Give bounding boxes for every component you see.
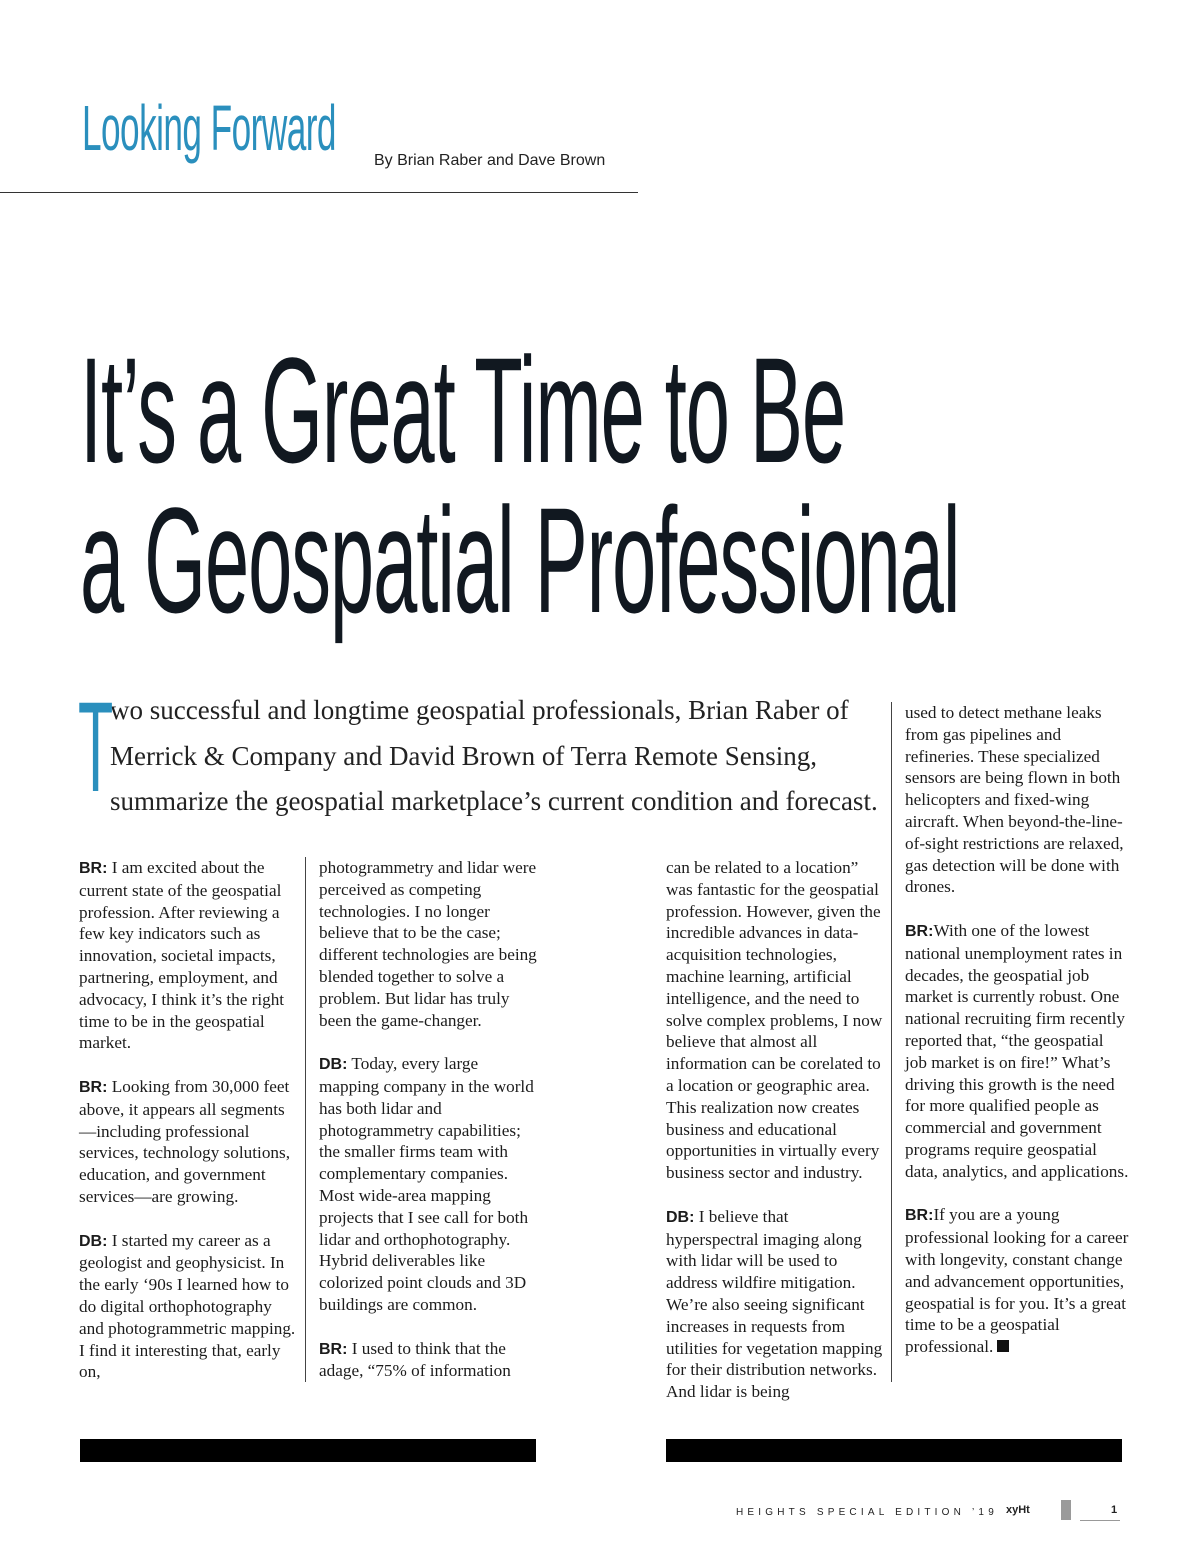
paragraph bbox=[905, 1204, 1129, 1358]
body-column-4 bbox=[905, 702, 1129, 1380]
paragraph-text: used to detect methane leaks from gas pipelines and refineries. These specialized sensors are being flown in both helicopters and fixed-wing aircraft. When beyond-the-line-of-sight restrictions are relaxed, gas detection will be done with drones. bbox=[905, 703, 1124, 897]
paragraph-text: photogrammetry and lidar were perceived as competing technologies. I no longer believe that to be the case; different technologies are being blended together to solve a problem. But lidar has truly been the game-changer. bbox=[319, 858, 537, 1030]
paragraph-text: I used to think that the adage, “75% of information bbox=[319, 1338, 511, 1381]
paragraph bbox=[905, 920, 1129, 1183]
end-mark-icon bbox=[997, 1340, 1009, 1352]
paragraph-text: I am excited about the current state of the geospatial profession. After reviewing a few key indicators such as innovation, societal impacts, partnering, employment, and advocacy, I think it’s the right time to be in the geospatial market. bbox=[79, 858, 285, 1053]
paragraph-text: can be related to a location” was fantastic for the geospatial profession. However, given the incredible advances in data-acquisition technologies, machine learning, artificial intelligence, and the need to solve complex problems, I now believe that almost all information can be corelated to a location or geographic area. This realization now creates business and educational opportunities in virtually every business sector and industry. bbox=[666, 858, 883, 1183]
headline-line-1: It’s a Great Time to Be bbox=[80, 326, 846, 494]
speaker-label: BR: bbox=[319, 1340, 348, 1358]
byline: By Brian Raber and Dave Brown bbox=[374, 152, 606, 169]
paragraph bbox=[666, 857, 884, 1184]
paragraph-text: I started my career as a geologist and geophysicist. In the early ‘90s I learned how to do digital orthophotography and photogrammetric mapping. I find it interesting that, early on, bbox=[79, 1230, 296, 1382]
speaker-label: BR: bbox=[79, 1078, 108, 1096]
paragraph bbox=[79, 1076, 299, 1208]
black-bar-left bbox=[80, 1439, 536, 1462]
footer-marker bbox=[1061, 1500, 1071, 1520]
header-divider bbox=[0, 192, 638, 193]
footer-divider bbox=[1080, 1520, 1120, 1521]
paragraph-text: I believe that hyperspectral imaging along with lidar will be used to address wildfire mitigation. We’re also seeing significant increases in requests from utilities for vegetation mapping for their distribution networks. And lidar is being bbox=[666, 1206, 883, 1402]
speaker-label: DB: bbox=[319, 1056, 348, 1074]
article-headline bbox=[80, 326, 960, 644]
paragraph-text: With one of the lowest national unemployment rates in decades, the geospatial job market is currently robust. One national recruiting firm recently reported that, “the geospatial job market is on fire!” What’s driving this growth is the need for more qualified people as commercial and government programs require geospatial data, analytics, and applications. bbox=[905, 920, 1129, 1181]
column-divider bbox=[891, 702, 892, 1382]
page-number: 1 bbox=[1111, 1504, 1118, 1516]
paragraph-text: Today, every large mapping company in the world has both lidar and photogrammetry capabilities; the smaller firms team with complementary companies. Most wide-area mapping projects that I see call for both lidar and orthophotography. Hybrid deliverables like colorized point clouds and 3D buildings are common. bbox=[319, 1054, 534, 1314]
paragraph bbox=[79, 1230, 299, 1384]
speaker-label: BR: bbox=[79, 860, 108, 877]
paragraph-text: If you are a young professional looking for a career with longevity, constant change and advancement opportunities, geospatial is for you. It’s a great time to be a geospatial professional. bbox=[905, 1205, 1129, 1357]
paragraph-text: Looking from 30,000 feet above, it appears all segments—including professional services, technology solutions, education, and government services—are growing. bbox=[79, 1076, 290, 1206]
article-deck bbox=[78, 676, 878, 825]
paragraph bbox=[666, 1206, 884, 1403]
speaker-label: DB: bbox=[79, 1232, 108, 1250]
column-divider bbox=[305, 857, 306, 1382]
paragraph bbox=[905, 702, 1129, 898]
paragraph bbox=[319, 857, 541, 1031]
headline-line-2: a Geospatial Professional bbox=[80, 476, 960, 644]
deck-text: wo successful and longtime geospatial professionals, Brian Raber of Merrick & Company and David Brown of Terra Remote Sensing, summarize the geospatial marketplace’s current condition and forecast. bbox=[110, 695, 878, 816]
body-column-2 bbox=[319, 857, 541, 1404]
speaker-label: BR: bbox=[905, 922, 934, 940]
body-column-3 bbox=[666, 857, 884, 1425]
footer-logo: xyHt bbox=[1006, 1504, 1030, 1516]
section-title: Looking Forward bbox=[82, 92, 336, 164]
body-column-1 bbox=[79, 857, 299, 1405]
footer-publication: HEIGHTS SPECIAL EDITION ’19 bbox=[736, 1507, 998, 1518]
paragraph bbox=[319, 1053, 541, 1316]
speaker-label: BR: bbox=[905, 1207, 934, 1225]
black-bar-right bbox=[666, 1439, 1122, 1462]
paragraph bbox=[79, 857, 299, 1054]
drop-cap: T bbox=[78, 676, 114, 819]
paragraph bbox=[319, 1338, 541, 1383]
speaker-label: DB: bbox=[666, 1208, 695, 1226]
